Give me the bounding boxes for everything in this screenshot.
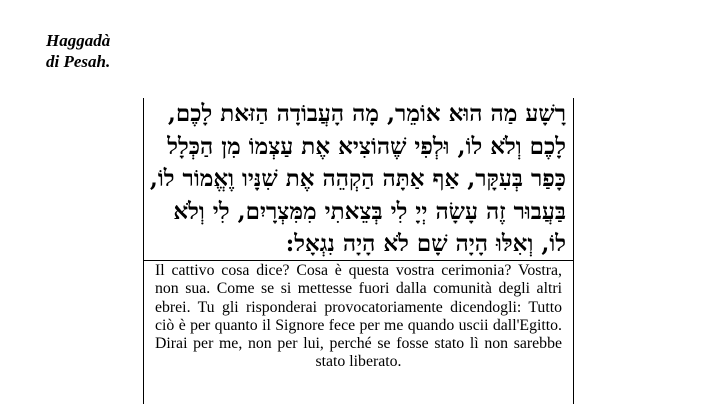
document-title (46, 30, 110, 72)
hebrew-line: בַּעֲבוּר זֶה עָשָׂה יְיָ לִי בְּצֵאתִי מִמִּצְרָיִם, לִי וְלֹא (173, 197, 566, 225)
hebrew-line: רָשָׁע מַה הוּא אוֹמֵר, מָה הָעֲבוֹדָה הַזּאת לָכֶם, (167, 100, 566, 127)
hebrew-passage (150, 98, 566, 261)
right-border-line (573, 98, 574, 404)
title-line-2: di Pesah. (46, 52, 111, 71)
left-border-line (143, 98, 144, 404)
title-line-1: Haggadà (46, 31, 111, 50)
hebrew-line: לָכֶם וְלֹא לוֹ, וּלְפִי שֶׁהוֹצִיא אֶת עַצְמוֹ מִן הַכְּלָל (167, 132, 566, 160)
italian-translation: Il cattivo cosa dice? Cosa è questa vostra cerimonia? Vostra, non sua. Come se si mettesse fuori dalla comunità degli altri ebrei. Tu gli risponderai provocatoriamente dicendogli: Tutto ciò è per quanto il Signore fece per me quando uscii dall'Egitto. Dirai per me, non per lui, perché se fosse stato lì non sarebbe stato liberato. (155, 262, 562, 371)
hebrew-line: כָּפַר בְּעִקָּר, אַף אַתָּה הַקְהֵה אֶת שִׁנָּיו וֶאֱמוֹר לוֹ, (149, 165, 566, 192)
hebrew-line: לוֹ, וְאִלּוּ הָיָה שָׁם לֹא הָיָה נִגְאָל: (285, 230, 566, 257)
